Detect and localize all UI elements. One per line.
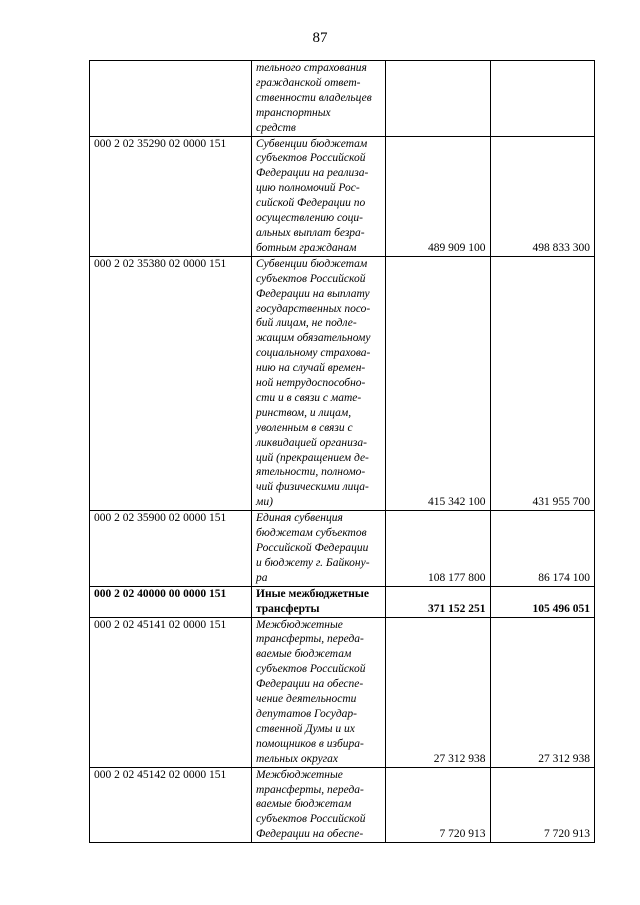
value-year-1-text: 27 312 938 xyxy=(433,752,486,765)
value-year-1-text: 108 177 800 xyxy=(428,571,486,584)
value-year-2-text: 498 833 300 xyxy=(532,241,590,254)
budget-code-cell xyxy=(90,256,252,510)
value-year-2-text: 431 955 700 xyxy=(532,496,590,509)
description-cell xyxy=(252,617,386,767)
value-year-1-text: 489 909 100 xyxy=(428,241,486,254)
value-year-1-cell xyxy=(386,256,491,510)
value-year-2-text: 86 174 100 xyxy=(538,571,590,584)
description-cell xyxy=(252,256,386,510)
budget-code-text: 000 2 02 40000 00 0000 151 xyxy=(94,587,227,600)
table-row xyxy=(90,511,595,587)
description-cell xyxy=(252,511,386,587)
description-cell xyxy=(252,767,386,843)
value-year-2-cell xyxy=(490,256,595,510)
value-year-1-cell xyxy=(386,511,491,587)
value-year-1-cell xyxy=(386,617,491,767)
table-body xyxy=(90,61,595,843)
value-year-2-text: 27 312 938 xyxy=(538,752,590,765)
table-row xyxy=(90,61,595,137)
value-year-2-cell xyxy=(490,511,595,587)
budget-table xyxy=(89,60,595,843)
budget-code-cell xyxy=(90,511,252,587)
budget-code-cell xyxy=(90,586,252,617)
table-row xyxy=(90,136,595,256)
value-year-1-cell xyxy=(386,586,491,617)
budget-code-text: 000 2 02 45142 02 0000 151 xyxy=(94,768,227,781)
value-year-2-cell xyxy=(490,767,595,843)
value-year-1-text: 371 152 251 xyxy=(428,602,486,615)
table-row xyxy=(90,767,595,843)
value-year-1-text: 7 720 913 xyxy=(439,828,486,841)
value-year-1-cell xyxy=(386,767,491,843)
page-number: 87 xyxy=(312,30,328,46)
description-cell xyxy=(252,586,386,617)
table-row xyxy=(90,256,595,510)
value-year-1-cell xyxy=(386,136,491,256)
table-row xyxy=(90,617,595,767)
value-year-2-text: 7 720 913 xyxy=(544,828,590,841)
budget-code-cell xyxy=(90,61,252,137)
budget-code-cell xyxy=(90,136,252,256)
budget-code-cell xyxy=(90,617,252,767)
description-text: тельного страхования гражданской ответ- ственности владельцев транспортных средств xyxy=(256,62,372,134)
value-year-1-text: 415 342 100 xyxy=(428,496,486,509)
value-year-2-cell xyxy=(490,617,595,767)
description-text: Иные межбюджетные трансферты xyxy=(256,587,370,615)
budget-code-cell xyxy=(90,767,252,843)
value-year-2-cell xyxy=(490,61,595,137)
value-year-1-cell xyxy=(386,61,491,137)
description-cell xyxy=(252,61,386,137)
description-text: Субвенции бюджетам субъектов Российской Федерации на реализа- цию полномочий Рос- сийской Федерации по осуществлению соци- альных выплат безра- ботным гражданам xyxy=(256,137,369,254)
budget-code-text: 000 2 02 35380 02 0000 151 xyxy=(94,257,227,270)
budget-code-text: 000 2 02 35290 02 0000 151 xyxy=(94,137,227,150)
description-text: Межбюджетные трансферты, переда- ваемые бюджетам субъектов Российской Федерации на обеспе- xyxy=(256,768,366,841)
budget-code-text: 000 2 02 35900 02 0000 151 xyxy=(94,512,227,525)
table-row xyxy=(90,586,595,617)
description-text: Единая субвенция бюджетам субъектов Российской Федерации и бюджету г. Байкону- ра xyxy=(256,512,370,584)
budget-code-text: 000 2 02 45141 02 0000 151 xyxy=(94,618,227,631)
value-year-2-text: 105 496 051 xyxy=(532,602,590,615)
value-year-2-cell xyxy=(490,586,595,617)
description-text: Межбюджетные трансферты, переда- ваемые бюджетам субъектов Российской Федерации на обеспе- чение деятельности депутатов Государ- ственной Думы и их помощников в избира- тельных округах xyxy=(256,618,366,765)
value-year-2-cell xyxy=(490,136,595,256)
description-cell xyxy=(252,136,386,256)
description-text: Субвенции бюджетам субъектов Российской Федерации на выплату государственных посо- бий лицам, не подле- жащим обязательному социальному страхова- нию на случай времен- ной нетрудоспособно- сти и в связи с мате- ринством, и лицам, уволенным в связи с ликвидацией организа- ций (прекращением де- ятельности, полномо- чий физическими лица- ми) xyxy=(256,257,371,509)
